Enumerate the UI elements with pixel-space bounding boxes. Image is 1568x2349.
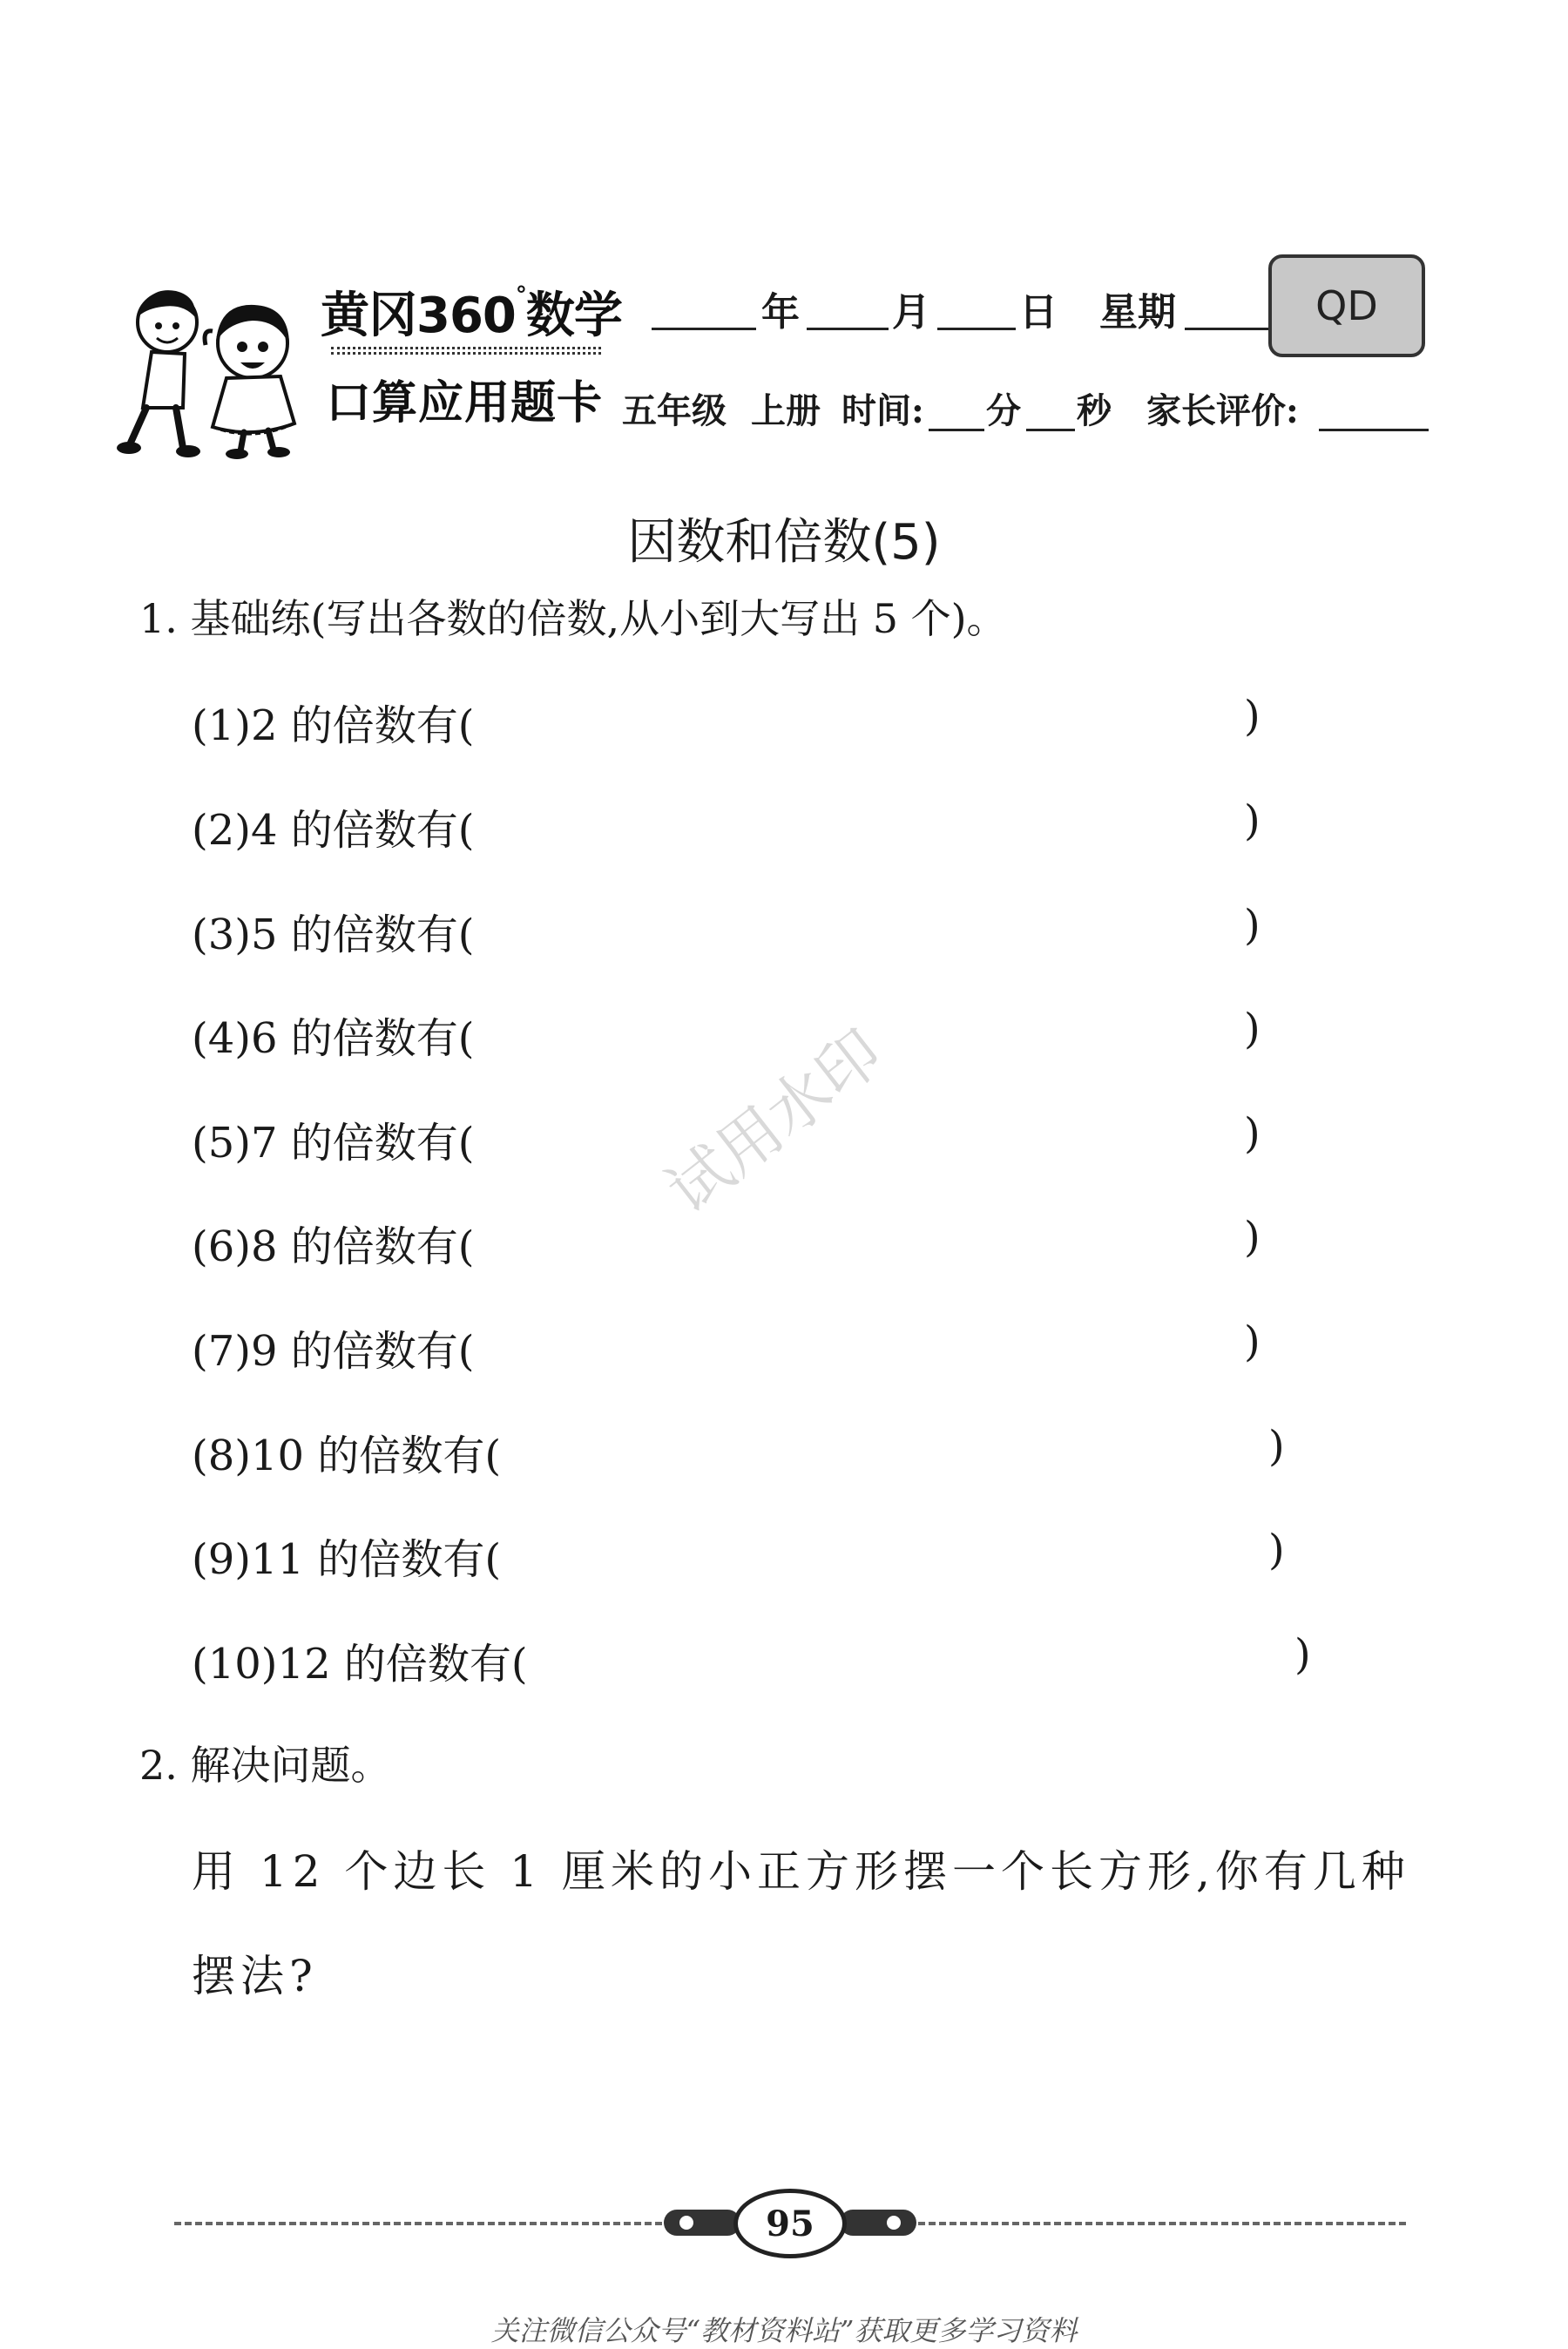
- footer-divider-right: [918, 2222, 1406, 2225]
- page-title: 因数和倍数(5): [627, 514, 941, 571]
- minute-blank[interactable]: [929, 429, 984, 431]
- parent-eval-blank[interactable]: [1319, 429, 1429, 431]
- brand-divider: [331, 352, 601, 355]
- brand-title: 黄冈360°数学: [321, 282, 622, 344]
- brand-divider: [331, 347, 601, 349]
- second-label: 秒: [1077, 390, 1112, 431]
- section2-heading: 2. 解决问题。: [139, 1742, 391, 1789]
- list-item: (4)6 的倍数有(: [192, 1014, 475, 1063]
- problem-text: 摆法?: [192, 1951, 318, 2001]
- parent-eval-label: 家长评价:: [1146, 390, 1299, 431]
- close-paren: ): [1244, 796, 1260, 845]
- month-label: 月: [892, 290, 930, 335]
- list-item: (3)5 的倍数有(: [192, 910, 475, 959]
- day-blank[interactable]: [937, 328, 1016, 330]
- weekday-label: 星期: [1099, 290, 1176, 335]
- close-paren: ): [1244, 901, 1260, 950]
- close-paren: ): [1244, 1109, 1260, 1158]
- page-tab-left: [664, 2210, 740, 2236]
- section1-heading: 1. 基础练(写出各数的倍数,从小到大写出 5 个)。: [139, 595, 1007, 642]
- brand-subtitle: 口算应用题卡: [326, 377, 604, 430]
- page-tab-right: [840, 2210, 916, 2236]
- close-paren: ): [1268, 1422, 1285, 1471]
- page-number-badge: [664, 2189, 916, 2258]
- close-paren: ): [1244, 1317, 1260, 1366]
- edition-badge: QD: [1268, 254, 1425, 357]
- page-header: [0, 0, 1568, 488]
- time-label: 时间:: [841, 390, 924, 431]
- weekday-blank[interactable]: [1185, 328, 1268, 330]
- list-item: (5)7 的倍数有(: [192, 1119, 475, 1168]
- second-blank[interactable]: [1026, 429, 1075, 431]
- year-label: 年: [761, 290, 800, 335]
- close-paren: ): [1268, 1526, 1285, 1574]
- close-paren: ): [1244, 1005, 1260, 1053]
- minute-label: 分: [986, 390, 1021, 431]
- list-item: (1)2 的倍数有(: [192, 701, 475, 750]
- close-paren: ): [1244, 692, 1260, 741]
- footer-divider-left: [174, 2222, 662, 2225]
- footer-note: 关注微信公众号“教材资料站”获取更多学习资料: [490, 2314, 1078, 2347]
- volume-label: 上册: [751, 390, 821, 431]
- problem-text: 用 12 个边长 1 厘米的小正方形摆一个长方形,你有几种: [192, 1846, 1410, 1897]
- list-item: (8)10 的倍数有(: [192, 1432, 502, 1480]
- close-paren: ): [1294, 1630, 1311, 1679]
- grade-label: 五年级: [622, 390, 727, 431]
- list-item: (2)4 的倍数有(: [192, 806, 475, 855]
- close-paren: ): [1244, 1213, 1260, 1262]
- list-item: (9)11 的倍数有(: [192, 1535, 502, 1584]
- day-label: 日: [1019, 290, 1058, 335]
- mascot-illustration: [122, 277, 331, 460]
- month-blank[interactable]: [807, 328, 889, 330]
- list-item: (6)8 的倍数有(: [192, 1222, 475, 1271]
- list-item: (7)9 的倍数有(: [192, 1327, 475, 1376]
- watermark: 试用水印: [652, 1015, 896, 1228]
- list-item: (10)12 的倍数有(: [192, 1640, 528, 1689]
- year-blank[interactable]: [652, 328, 756, 330]
- page-number: 95: [733, 2189, 847, 2258]
